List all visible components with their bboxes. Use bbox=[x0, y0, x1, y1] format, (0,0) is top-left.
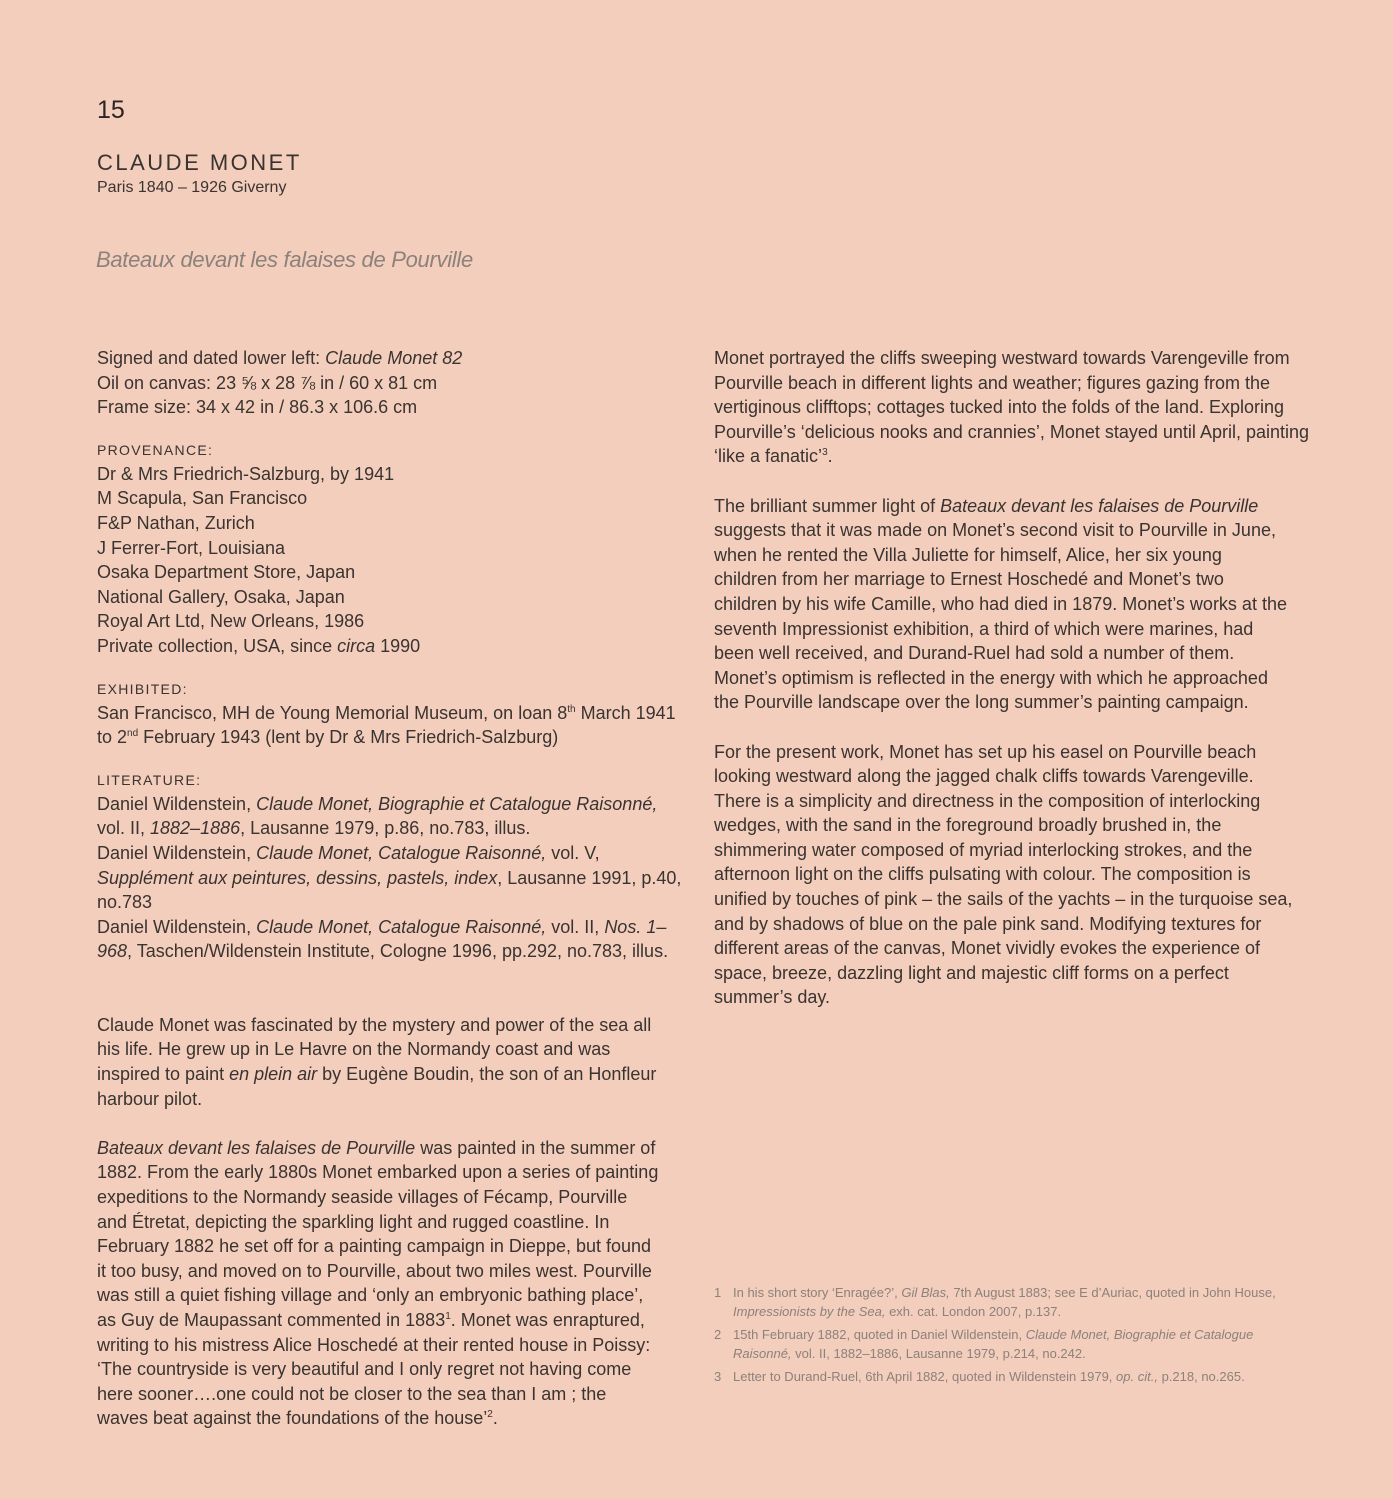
essay-paragraph-5: For the present work, Monet has set up his easel on Pourville beach looking westward along the jagged chalk cliffs towards Varengeville. There is a simplicity and directness in the composition of interlocking wedges, with the sand in the foreground broadly brushed in, the shimmering water composed of myriad interlocking strokes, and the afternoon light on the cliffs pulsating with colour. The composition is unified by touches of pink – the sails of the yachts – in the turquoise sea, and by shadows of blue on the pale pink sand. Modifying textures for different areas of the canvas, Monet vividly evokes the experience of space, breeze, dazzling light and majestic cliff forms on a perfect summer’s day. bbox=[714, 741, 1293, 1008]
provenance-item: Royal Art Ltd, New Orleans, 1986 bbox=[97, 611, 365, 632]
provenance-item: Dr & Mrs Friedrich-Salzburg, by 1941 bbox=[97, 463, 395, 484]
footnote-2: 2 15th February 1882, quoted in Daniel Wildenstein, Claude Monet, Biographie et Catalogue Raisonné, vol. II, 1882–1886, Lausanne 1979, p.214, no.242. bbox=[714, 1327, 1254, 1361]
essay-paragraph-1: Claude Monet was fascinated by the mystery and power of the sea all his life. He grew up in Le Havre on the Normandy coast and was inspired to paint en plein air by Eugène Boudin, the son of an Honfleur harbour pilot. bbox=[97, 1014, 657, 1109]
literature-entry: Daniel Wildenstein, Claude Monet, Catalogue Raisonné, vol. V, Supplément aux peintures, dessins, pastels, index, Lausanne 1991, p.40, no.783 bbox=[97, 842, 682, 913]
provenance-item: F&P Nathan, Zurich bbox=[97, 512, 255, 533]
left-column bbox=[97, 346, 687, 1429]
footnote-1: 1 In his short story ‘Enragée?’, Gil Blas, 7th August 1883; see E d’Auriac, quoted in John House, Impressionists by the Sea, exh. cat. London 2007, p.137. bbox=[714, 1285, 1276, 1319]
literature-label: LITERATURE: bbox=[97, 771, 202, 788]
literature-entry: Daniel Wildenstein, Claude Monet, Biographie et Catalogue Raisonné, vol. II, 1882–1886, Lausanne 1979, p.86, no.783, illus. bbox=[97, 793, 658, 839]
signature-line: Signed and dated lower left: Claude Monet 82 bbox=[97, 348, 463, 368]
literature-entry: Daniel Wildenstein, Claude Monet, Catalogue Raisonné, vol. II, Nos. 1–968, Taschen/Wildenstein Institute, Cologne 1996, pp.292, no.783, illus. bbox=[97, 916, 669, 962]
essay-paragraph-3: Monet portrayed the cliffs sweeping westward towards Varengeville from Pourville beach in different lights and weather; figures gazing from the vertiginous clifftops; cottages tucked into the folds of the land. Exploring Pourville’s ‘delicious nooks and crannies’, Monet stayed until April, painting ‘like a fanatic’$^3$. bbox=[714, 348, 1310, 467]
provenance-item: M Scapula, San Francisco bbox=[97, 488, 308, 509]
catalogue-number: 15 bbox=[97, 96, 125, 124]
provenance-item: Osaka Department Store, Japan bbox=[97, 562, 356, 583]
footnotes bbox=[714, 1283, 1304, 1386]
provenance-item: National Gallery, Osaka, Japan bbox=[97, 586, 345, 607]
essay-paragraph-2: Bateaux devant les falaises de Pourville was painted in the summer of 1882. From the early 1880s Monet embarked upon a series of painting expeditions to the Normandy seaside villages of Fécamp, Pourville and Étretat, depicting the sparkling light and rugged coastline. In February 1882 he set off for a painting campaign in Dieppe, but found it too busy, and moved on to Pourville, about two miles west. Pourville was still a quiet fishing village and ‘only an embryonic bathing place’, as Guy de Maupassant commented in 1883$^1$. Monet was enraptured, writing to his mistress Alice Hoschedé at their rented house in Poissy: ‘The countryside is very beautiful and I only regret not having come here sooner….one could not be closer to the sea than I am ; the waves beat against the foundations of the house’$^2$. bbox=[97, 1137, 659, 1429]
footnote-3: 3 Letter to Durand-Ruel, 6th April 1882, quoted in Wildenstein 1979, op. cit., p.218, no.265. bbox=[714, 1369, 1245, 1384]
artist-dates: Paris 1840 – 1926 Giverny bbox=[97, 179, 287, 196]
provenance-item: Private collection, USA, since circa 1990 bbox=[97, 635, 421, 656]
right-column bbox=[714, 346, 1314, 1010]
essay-paragraph-4: The brilliant summer light of Bateaux devant les falaises de Pourville suggests that it was made on Monet’s second visit to Pourville in June, when he rented the Villa Juliette for himself, Alice, her six young children from her marriage to Ernest Hoschedé and Monet’s two children by his wife Camille, who had died in 1879. Monet’s works at the seventh Impressionist exhibition, a third of which were marines, had been well received, and Durand-Ruel had sold a number of them. Monet’s optimism is reflected in the energy with which he approached the Pourville landscape over the long summer’s painting campaign. bbox=[714, 495, 1287, 713]
provenance-item: J Ferrer-Fort, Louisiana bbox=[97, 537, 286, 558]
frame-line: Frame size: 34 x 42 in / 86.3 x 106.6 cm bbox=[97, 397, 418, 418]
medium-line: Oil on canvas: 23 ⅝ x 28 ⅞ in / 60 x 81 cm bbox=[97, 372, 438, 393]
exhibited-label: EXHIBITED: bbox=[97, 680, 188, 697]
artwork-title: Bateaux devant les falaises de Pourville bbox=[96, 247, 473, 272]
exhibited-entry: San Francisco, MH de Young Memorial Museum, on loan 8th March 1941 to 2nd February 1943 (lent by Dr & Mrs Friedrich-Salzburg) bbox=[97, 702, 676, 748]
artist-name: CLAUDE MONET bbox=[97, 150, 302, 175]
provenance-label: PROVENANCE: bbox=[97, 441, 214, 458]
